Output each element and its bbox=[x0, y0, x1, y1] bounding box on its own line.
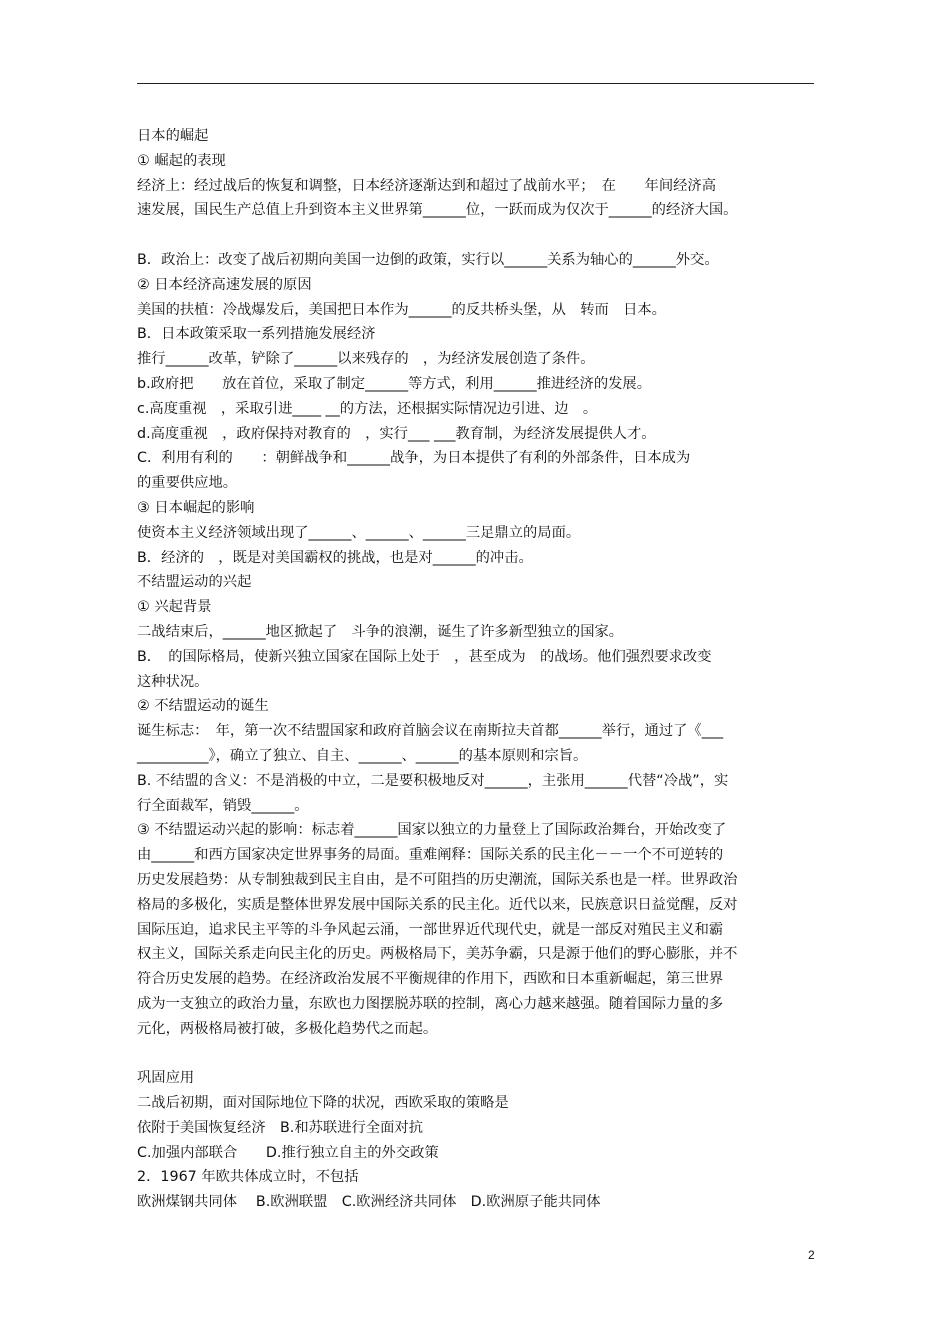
text-line: B．日本政策采取一系列措施发展经济 bbox=[137, 326, 376, 343]
text-line: B．政治上：改变了战后初期向美国一边倒的政策，实行以______关系为轴心的______外交。 bbox=[137, 251, 719, 268]
text-line: ① 崛起的表现 bbox=[137, 152, 226, 169]
page-number: 2 bbox=[808, 1248, 815, 1262]
text-line: 由______和西方国家决定世界事务的局面。重难阐释：国际关系的民主化－－一个不可逆转的 bbox=[137, 847, 724, 864]
text-line: c.高度重视 ，采取引进____ __的方法，还根据实际情况边引进、边 。 bbox=[137, 400, 598, 417]
answer-options: C.加强内部联合 D.推行独立自主的外交政策 bbox=[137, 1144, 439, 1161]
text-line: 推行______改革，铲除了______以来残存的 ，为经济发展创造了条件。 bbox=[137, 351, 595, 368]
text-line: 符合历史发展的趋势。在经济政治发展不平衡规律的作用下，西欧和日本重新崛起，第三世界 bbox=[137, 971, 724, 988]
text-line: 的重要供应地。 bbox=[137, 475, 238, 492]
section-title: 日本的崛起 bbox=[137, 128, 209, 144]
text-line: 使资本主义经济领域出现了______、______、______三足鼎立的局面。 bbox=[137, 524, 581, 541]
blank-line bbox=[137, 223, 827, 248]
text-line: d.高度重视 ，政府保持对教育的 ，实行___ ___教育制，为经济发展提供人才。 bbox=[137, 425, 656, 442]
text-line: __________》，确立了独立、自主、______、______的基本原则和宗旨。 bbox=[137, 747, 588, 764]
text-line: B．经济的 ，既是对美国霸权的挑战，也是对______的冲击。 bbox=[137, 549, 533, 566]
text-line: 元化，两极格局被打破，多极化趋势代之而起。 bbox=[137, 1020, 438, 1037]
text-line: 美国的扶植：冷战爆发后，美国把日本作为______的反共桥头堡，从 转而 日本。 bbox=[137, 301, 666, 318]
answer-options: 欧洲煤钢共同体 B.欧洲联盟 C.欧洲经济共同体 D.欧洲原子能共同体 bbox=[137, 1194, 601, 1211]
blank-line bbox=[137, 1041, 827, 1066]
text-line: B． 的国际格局，使新兴独立国家在国际上处于 ，甚至成为 的战场。他们强烈要求改变 bbox=[137, 648, 712, 665]
text-line: ② 不结盟运动的诞生 bbox=[137, 698, 269, 715]
text-line: 行全面裁军，销毁______。 bbox=[137, 797, 309, 814]
text-line: B. 不结盟的含义：不是消极的中立，二是要积极地反对______，主张用______代替“冷战”，实 bbox=[137, 772, 729, 789]
text-line: ③ 不结盟运动兴起的影响：标志着______国家以独立的力量登上了国际政治舞台，开始改变了 bbox=[137, 822, 727, 839]
question-stem: 2．1967 年欧共体成立时，不包括 bbox=[137, 1169, 359, 1186]
text-line: 国际压迫，追求民主平等的斗争风起云涌，一部世界近代现代史，就是一部反对殖民主义和霸 bbox=[137, 921, 724, 938]
text-line: 诞生标志： 年，第一次不结盟国家和政府首脑会议在南斯拉夫首都______举行，通过了《___ bbox=[137, 723, 724, 740]
section-title: 巩固应用 bbox=[137, 1070, 195, 1087]
section-title: 不结盟运动的兴起 bbox=[137, 574, 252, 591]
text-line: ② 日本经济高速发展的原因 bbox=[137, 276, 312, 293]
text-line: 权主义，国际关系走向民主化的历史。两极格局下，美苏争霸，只是源于他们的野心膨胀，并不 bbox=[137, 946, 738, 963]
text-line: C．利用有利的 ：朝鲜战争和______战争，为日本提供了有利的外部条件，日本成为 bbox=[137, 450, 691, 467]
document-body bbox=[137, 124, 827, 1215]
text-line: 历史发展趋势：从专制独裁到民主自由，是不可阻挡的历史潮流，国际关系也是一样。世界政治 bbox=[137, 871, 738, 888]
text-line: ① 兴起背景 bbox=[137, 599, 212, 616]
text-line: 速发展，国民生产总值上升到资本主义世界第______位，一跃而成为仅次于______的经济大国。 bbox=[137, 202, 738, 219]
text-line: 成为一支独立的政治力量，东欧也力图摆脱苏联的控制，离心力越来越强。随着国际力量的多 bbox=[137, 995, 724, 1012]
header-rule bbox=[137, 83, 814, 84]
answer-options: 依附于美国恢复经济 B.和苏联进行全面对抗 bbox=[137, 1119, 423, 1136]
text-line: b.政府把 放在首位，采取了制定______等方式，利用______推进经济的发展。 bbox=[137, 375, 652, 392]
text-line: 二战结束后，______地区掀起了 斗争的浪潮，诞生了许多新型独立的国家。 bbox=[137, 623, 624, 640]
text-line: 经济上：经过战后的恢复和调整，日本经济逐渐达到和超过了战前水平； 在 年间经济高 bbox=[137, 177, 717, 194]
question-stem: 二战后初期，面对国际地位下降的状况，西欧采取的策略是 bbox=[137, 1095, 509, 1112]
text-line: 这种状况。 bbox=[137, 673, 209, 690]
text-line: 格局的多极化，实质是整体世界发展中国际关系的民主化。近代以来，民族意识日益觉醒，反对 bbox=[137, 896, 738, 913]
text-line: ③ 日本崛起的影响 bbox=[137, 499, 255, 516]
